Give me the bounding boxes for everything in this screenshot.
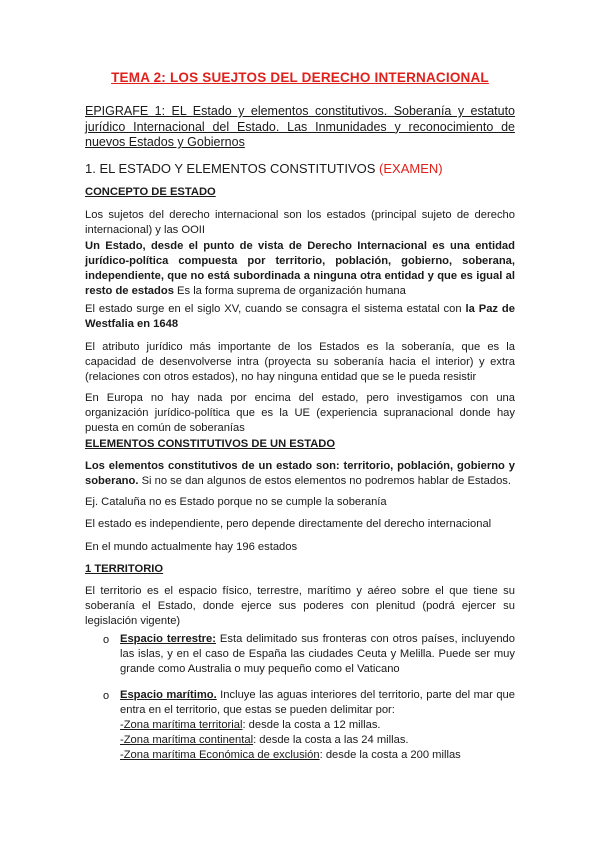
exam-tag: (EXAMEN)	[379, 161, 443, 176]
zona-economica	[120, 748, 515, 763]
elementos-paragraph-2: Ej. Cataluña no es Estado porque no se cumple la soberanía	[85, 496, 387, 508]
bullet-marker-2: o	[103, 690, 110, 702]
elementos-paragraph-3: El estado es independiente, pero depende directamente del derecho internacional	[85, 518, 492, 530]
concepto-paragraph-3	[85, 302, 515, 332]
elementos-definition-tail: Si no se dan algunos de estos elementos no podremos hablar de Estados.	[138, 475, 512, 487]
territorio-heading: 1 TERRITORIO	[85, 563, 164, 575]
zona-continental	[120, 733, 515, 748]
espacio-maritimo-intro	[120, 688, 515, 718]
espacio-terrestre-label: Espacio terrestre:	[120, 633, 216, 645]
estado-definition: Un Estado, desde el punto de vista de Derecho Internacional es una entidad jurídico-política compuesta por territorio, población, gobierno, soberana, independiente, que no está subordinada a ninguna otra entidad y que es igual al resto de estados	[85, 240, 515, 297]
siglo-xv-text: El estado surge en el siglo XV, cuando se consagra el sistema estatal con	[85, 303, 466, 315]
concepto-heading: CONCEPTO DE ESTADO	[85, 186, 216, 198]
bullet-espacio-maritimo	[120, 688, 515, 763]
elementos-paragraph-4: En el mundo actualmente hay 196 estados	[85, 541, 298, 553]
concepto-paragraph-5: En Europa no hay nada por encima del estado, pero investigamos con una organización jurídico-política que es la UE (experiencia supranacional donde hay puesta en común de soberanías	[85, 392, 515, 434]
zona-continental-text: : desde la costa a las 24 millas.	[253, 734, 409, 746]
section-heading-text: 1. EL ESTADO Y ELEMENTOS CONSTITUTIVOS	[85, 161, 376, 176]
zona-territorial-text: : desde la costa a 12 millas.	[242, 719, 381, 731]
espacio-terrestre-text: Esta delimitado sus fronteras con otros países, incluyendo las islas, y en el caso de España las ciudades Ceuta y Melilla. Puede ser muy grande como Australia o muy pequeño como el Vaticano	[120, 633, 515, 675]
westfalia-text: la Paz de Westfalia en 1648	[85, 303, 515, 330]
zona-territorial	[120, 718, 515, 733]
elementos-paragraph-1	[85, 459, 515, 489]
elementos-definition: Los elementos constitutivos de un estado son: territorio, población, gobierno y soberano.	[85, 460, 515, 487]
espacio-maritimo-text: Incluye las aguas interiores del territorio, parte del mar que entra en el territorio, que estas se pueden delimitar por:	[120, 689, 515, 716]
bullet-marker-1: o	[103, 634, 110, 646]
zona-territorial-label: -Zona marítima territorial	[120, 719, 243, 731]
document-title: TEMA 2: LOS SUEJTOS DEL DERECHO INTERNACIONAL	[111, 70, 489, 85]
elementos-heading: ELEMENTOS CONSTITUTIVOS DE UN ESTADO	[85, 438, 336, 450]
concepto-paragraph-1: Los sujetos del derecho internacional son los estados (principal sujeto de derecho internacional) y las OOII	[85, 209, 515, 236]
epigrafe-heading: EPIGRAFE 1: EL Estado y elementos constitutivos. Soberanía y estatuto jurídico Internacional del Estado. Las Inmunidades y reconocimiento de nuevos Estados y Gobiernos	[85, 104, 515, 149]
territorio-paragraph-1: El territorio es el espacio físico, terrestre, marítimo y aéreo sobre el que tiene su soberanía el Estado, donde ejerce sus poderes con plenitud (podrá ejercer su legislación vigente)	[85, 585, 515, 627]
zona-continental-label: -Zona marítima continental	[120, 734, 254, 746]
concepto-paragraph-4: El atributo jurídico más importante de los Estados es la soberanía, que es la capacidad de desenvolverse intra (proyecta su soberanía hacia el interior) y extra (relaciones con otros estados), no hay ninguna entidad que se le pueda resistir	[85, 341, 515, 383]
espacio-maritimo-label: Espacio marítimo.	[120, 689, 217, 701]
zona-economica-text: : desde la costa a 200 millas	[319, 749, 461, 761]
zona-economica-label: -Zona marítima Económica de exclusión	[120, 749, 320, 761]
estado-definition-tail: Es la forma suprema de organización humana	[173, 285, 406, 297]
section-heading	[85, 161, 515, 176]
concepto-paragraph-2	[85, 239, 515, 299]
bullet-espacio-terrestre	[120, 632, 515, 677]
